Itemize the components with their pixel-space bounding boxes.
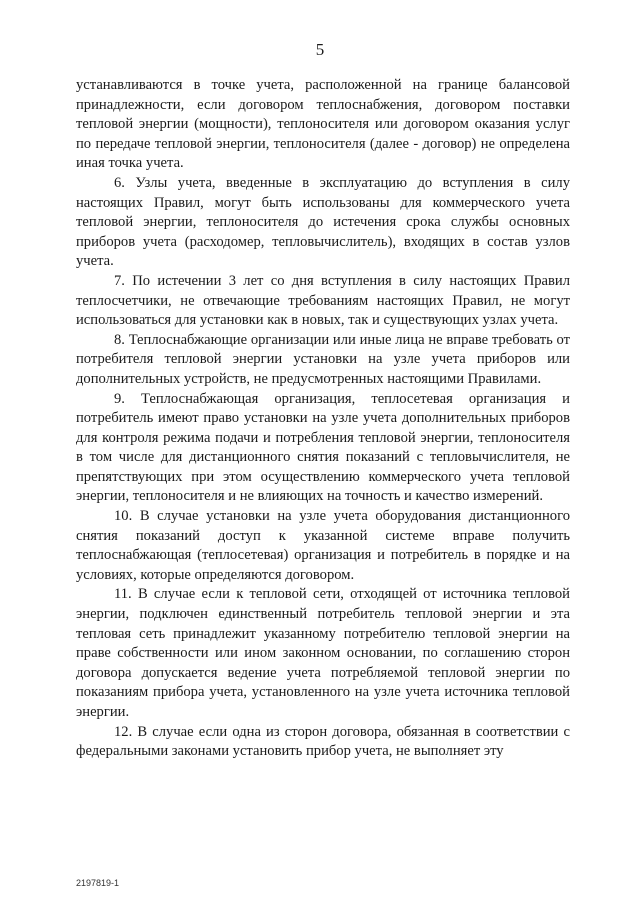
paragraph-8: 8. Теплоснабжающие организации или иные лица не вправе требовать от потребителя тепловой энергии установки на узле учета приборов или дополнительных устройств, не предусмотренных настоящими Правилами.	[76, 331, 570, 387]
paragraph-12: 12. В случае если одна из сторон договора, обязанная в соответствии с федеральными законами установить прибор учета, не выполняет эту	[76, 723, 570, 760]
page-number: 5	[315, 40, 325, 59]
paragraph-continuation: устанавливаются в точке учета, расположенной на границе балансовой принадлежности, если договором теплоснабжения, договором поставки тепловой энергии (мощности), теплоносителя или договором оказания услуг по передаче тепловой энергии, теплоносителя (далее - договор) не определена иная точка учета.	[76, 77, 570, 172]
document-body	[76, 76, 570, 762]
paragraph-10: 10. В случае установки на узле учета оборудования дистанционного снятия показаний доступ к указанной системе вправе получить теплоснабжающая (теплосетевая) организация и потребитель в порядке и на условиях, которые определяются договором.	[76, 508, 570, 583]
paragraph-9: 9. Теплоснабжающая организация, теплосетевая организация и потребитель имеют право установки на узле учета дополнительных приборов для контроля режима подачи и потребления тепловой энергии, теплоносителя в том числе для дистанционного снятия показаний с тепловычислителя, не препятствующих при этом осуществлению коммерческого учета тепловой энергии, теплоносителя и не влияющих на точность и качество измерений.	[76, 390, 570, 505]
paragraph-7: 7. По истечении 3 лет со дня вступления в силу настоящих Правил теплосчетчики, не отвечающие требованиям настоящих Правил, не могут использоваться для установки как в новых, так и существующих узлах учета.	[76, 272, 570, 329]
paragraph-6: 6. Узлы учета, введенные в эксплуатацию до вступления в силу настоящих Правил, могут быть использованы для коммерческого учета тепловой энергии, теплоносителя до истечения срока службы основных приборов учета (расходомер, тепловычислитель), входящих в состав узлов учета.	[76, 174, 570, 270]
document-code: 2197819-1	[76, 878, 120, 888]
paragraph-11: 11. В случае если к тепловой сети, отходящей от источника тепловой энергии, подключен единственный потребитель тепловой энергии и эта тепловая сеть принадлежит указанному потребителю тепловой энергии на праве собственности или ином законном основании, по соглашению сторон договора допускается ведение учета потребляемой тепловой энергии по показаниям прибора учета, установленного на узле учета источника тепловой энергии.	[76, 586, 570, 720]
